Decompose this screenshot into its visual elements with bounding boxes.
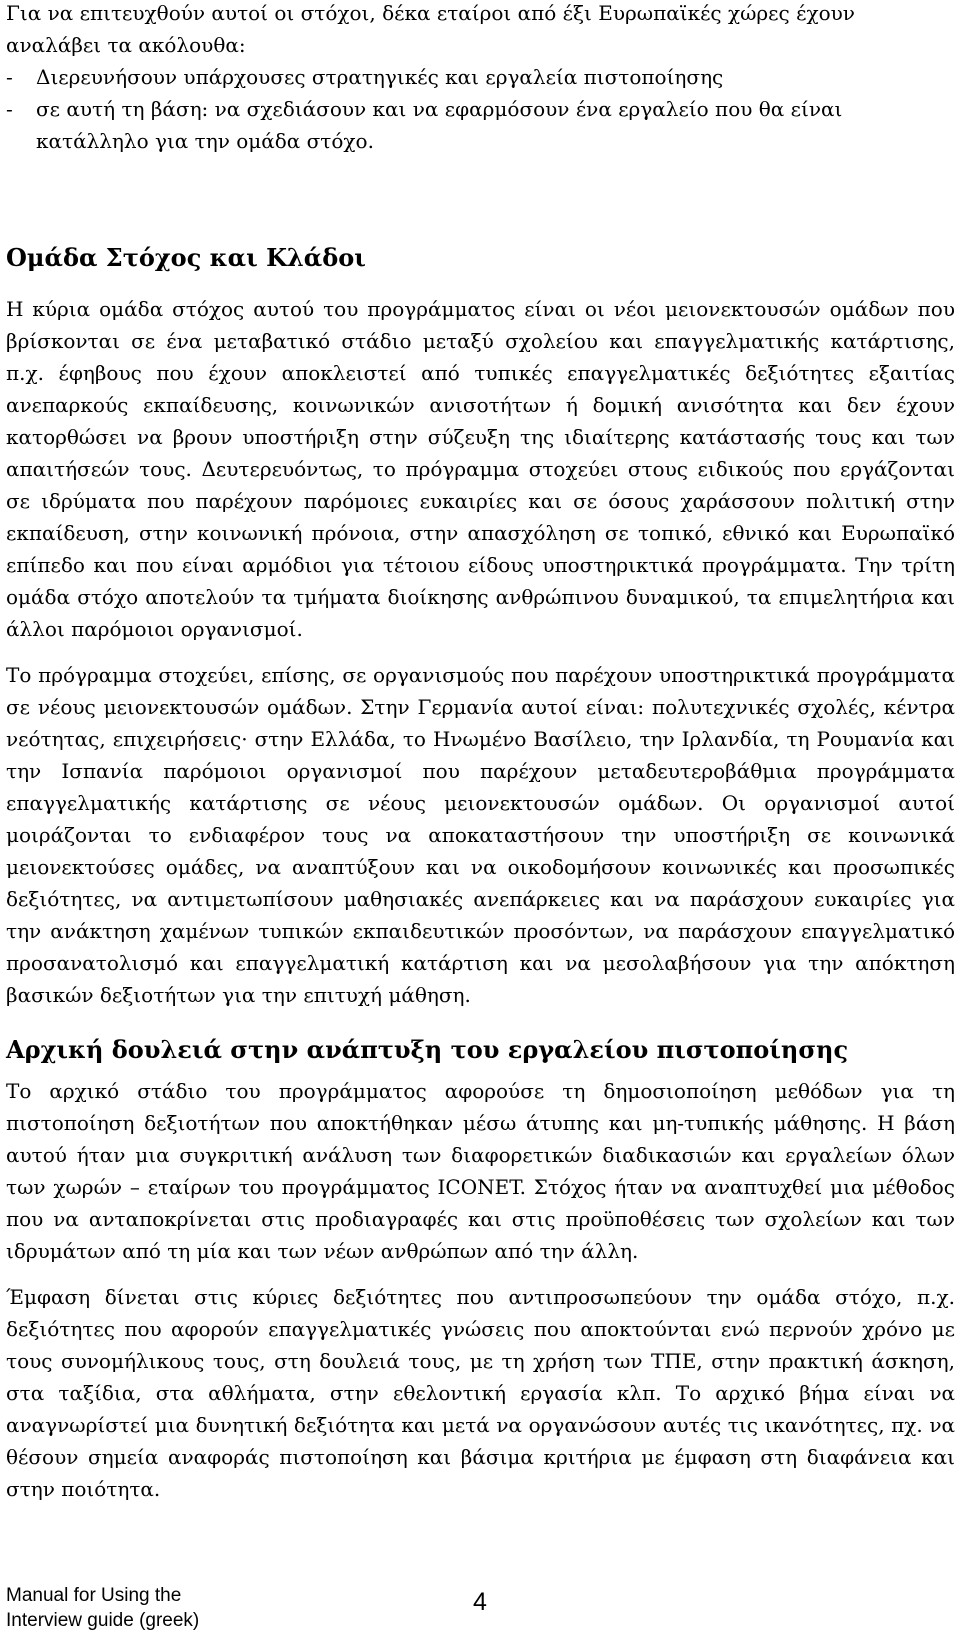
section-heading-target-group: Ομάδα Στόχος και Κλάδοι	[6, 243, 366, 272]
list-dash-marker: -	[6, 97, 13, 121]
goals-list-item	[6, 61, 955, 93]
initial-work-paragraph-2: Έμφαση δίνεται στις κύριες δεξιότητες που αντιπροσωπεύουν την ομάδα στόχο, π.χ. δεξιότητες που αφορούν επαγγελματικές γνώσεις που αποκτούνται ενώ περνούν χρόνο με τους συνομήλικους τους, στη δουλειά τους, με τη χρήση των ΤΠΕ, στην πρακτική άσκηση, στα ταξίδια, στα αθλήματα, στην εθελοντική εργασία κλπ. Το αρχικό βήμα είναι να αναγνωρίστεί μια δυνητική δεξιότητα και μετά να οργανώσουν αυτές τις ικανότητες, πχ. να θέσουν σημεία αναφοράς πιστοποίηση και βάσιμα κριτήρια με έμφαση στη διαφάνεια και στην ποιότητα.	[6, 1285, 955, 1501]
intro-paragraph: Για να επιτευχθούν αυτοί οι στόχοι, δέκα εταίροι από έξι Ευρωπαϊκές χώρες έχουν αναλάβει τα ακόλουθα:	[6, 1, 855, 57]
list-item-text: Διερευνήσουν υπάρχουσες στρατηγικές και εργαλεία πιστοποίησης	[36, 65, 724, 89]
document-body	[6, 0, 955, 1505]
initial-work-paragraph-1: Το αρχικό στάδιο του προγράμματος αφορούσε τη δημοσιοποίηση μεθόδων για τη πιστοποίηση δεξιοτήτων που αποκτήθηκαν μέσω άτυπης και μη-τυπικής μάθησης. Η βάση αυτού ήταν μια συγκριτική ανάλυση των διαφορετικών διαδικασιών και εργαλείων όλων των χωρών – εταίρων του προγράμματος ICONET. Στόχος ήταν να αναπτυχθεί μια μέθοδος που να ανταποκρίνεται στις προδιαγραφές και στις προϋποθέσεις των σχολείων και των ιδρυμάτων από τη μία και των νέων ανθρώπων από την άλλη.	[6, 1079, 955, 1263]
list-item-text: σε αυτή τη βάση: να σχεδιάσουν και να εφαρμόσουν ένα εργαλείο που θα είναι κατάλληλο για την ομάδα στόχο.	[36, 97, 843, 153]
goals-list	[6, 61, 955, 157]
footer-title-line-2: Interview guide (greek)	[6, 1610, 200, 1631]
goals-list-item	[6, 93, 955, 157]
target-group-paragraph-2: Το πρόγραμμα στοχεύει, επίσης, σε οργανισμούς που παρέχουν υποστηρικτικά προγράμματα σε νέους μειονεκτουσών ομάδων. Στην Γερμανία αυτοί είναι: πολυτεχνικές σχολές, κέντρα νεότητας, επιχειρήσεις· στην Ελλάδα, το Ηνωμένο Βασίλειο, την Ιρλανδία, τη Ρουμανία και την Ισπανία παρόμοιοι οργανισμοί που παρέχουν μεταδευτεροβάθμια προγράμματα επαγγελματικής κατάρτισης σε νέους μειονεκτουσών ομάδων. Οι οργανισμοί αυτοί μοιράζονται το ενδιαφέρον τους να αποκαταστήσουν την υποστήριξη σε κοινωνικά μειονεκτούσες ομάδες, να αναπτύξουν και να οικοδομήσουν κοινωνικές και προσωπικές δεξιότητες, να αντιμετωπίσουν μαθησιακές ανεπάρκειες και να παράσχουν ευκαιρίες για την ανάκτηση χαμένων τυπικών εκπαιδευτικών προσόντων, να παράσχουν επαγγελματικό προσανατολισμό και επαγγελματική κατάρτιση και να μεσολαβήσουν για την απόκτηση βασικών δεξιοτήτων για την επιτυχή μάθηση.	[6, 663, 955, 1007]
footer-title-line-1: Manual for Using the	[6, 1585, 182, 1606]
footer-document-title	[6, 1583, 199, 1633]
list-dash-marker: -	[6, 65, 13, 89]
target-group-paragraph-1: Η κύρια ομάδα στόχος αυτού του προγράμματος είναι οι νέοι μειονεκτουσών ομάδων που βρίσκονται σε ένα μεταβατικό στάδιο μεταξύ σχολείου και επαγγελματικής κατάρτισης, π.χ. έφηβους που έχουν αποκλειστεί από τυπικές επαγγελματικές δεξιότητες εξαιτίας ανεπαρκούς εκπαίδευσης, κοινωνικών ανισοτήτων ή δομική ανισότητα και δεν έχουν κατορθώσει να βρουν υποστήριξη στην σύζευξη της ιδιαίτερης κατάστασής τους και των απαιτήσεών τους. Δευτερευόντως, το πρόγραμμα στοχεύει στους ειδικούς που εργάζονται σε ιδρύματα που παρέχουν παρόμοιες ευκαιρίες και σε όσους χαράσσουν πολιτική στην εκπαίδευση, στην κοινωνική πρόνοια, στην απασχόληση σε τοπικό, εθνικό και Ευρωπαϊκό επίπεδο και που είναι αρμόδιοι για τέτοιου είδους υποστηρικτικά προγράμματα. Την τρίτη ομάδα στόχο αποτελούν τα τμήματα διοίκησης ανθρώπινου δυναμικού, τα επιμελητήρια και άλλοι παρόμοιοι οργανισμοί.	[6, 297, 955, 641]
page-number: 4	[473, 1588, 487, 1616]
page-footer	[6, 1583, 955, 1641]
section-heading-initial-work: Αρχική δουλειά στην ανάπτυξη του εργαλείου πιστοποίησης	[6, 1035, 849, 1064]
